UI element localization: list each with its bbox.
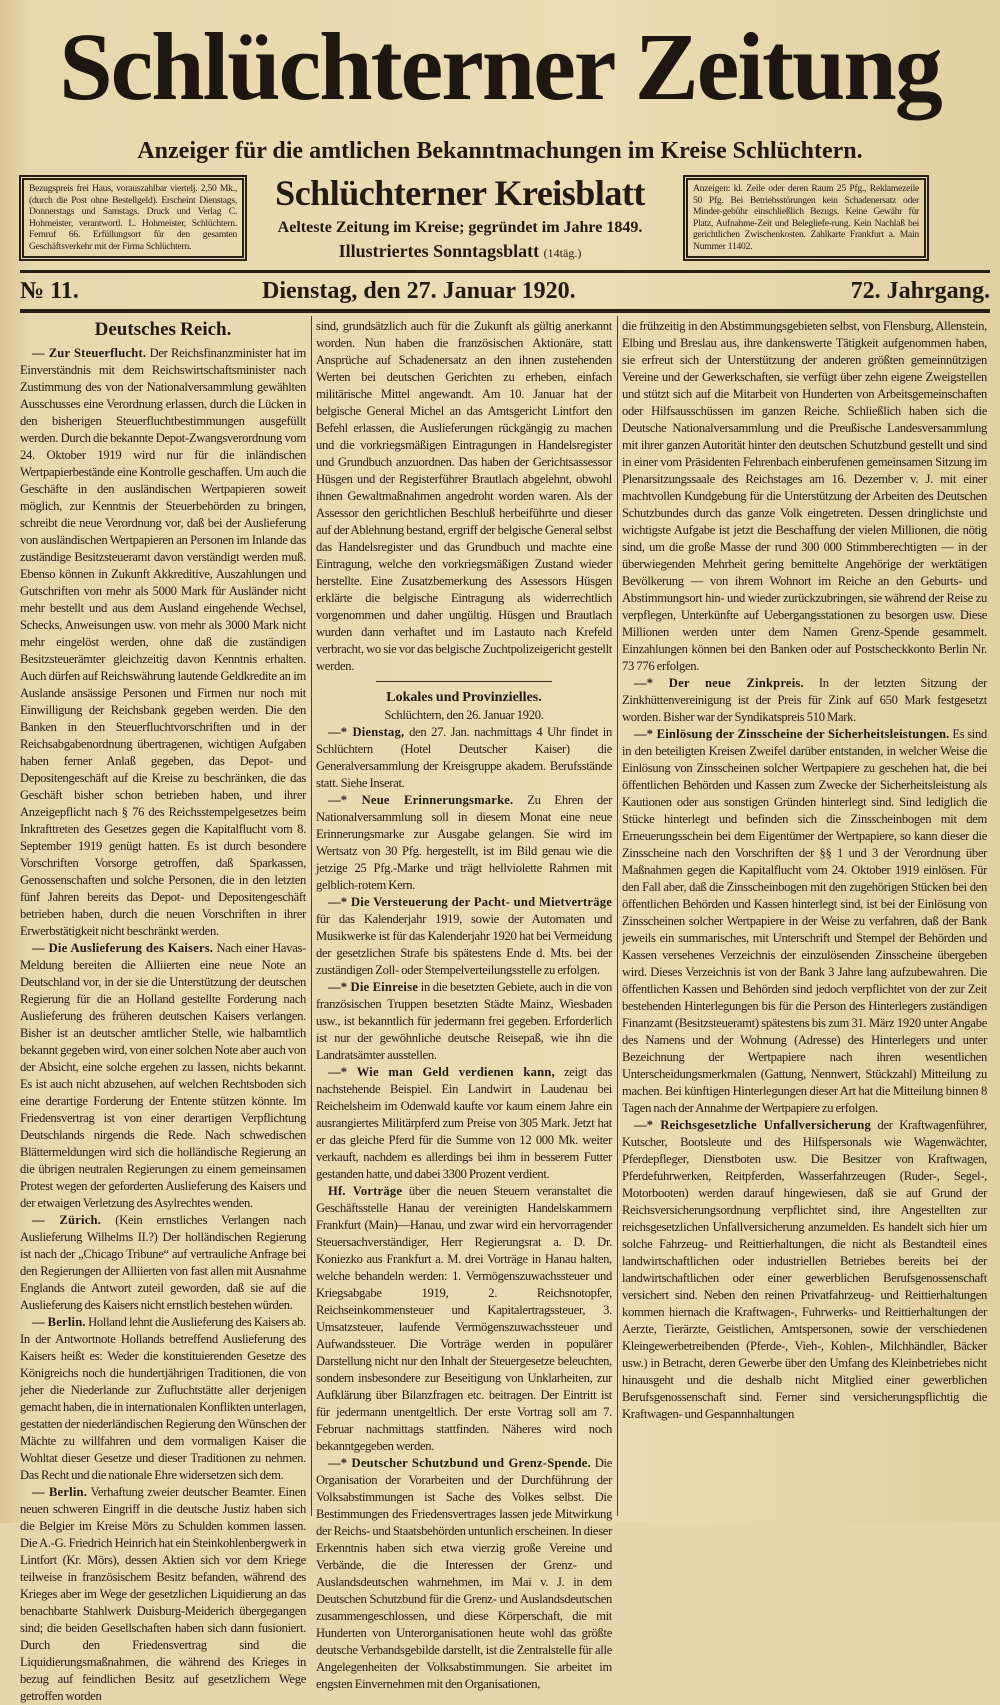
article-paragraph — [622, 318, 987, 675]
article-text: für das Kalenderjahr 1919, sowie der Automaten und Musikwerke ist für das Kalenderjahr 1920 hat bei Vermeidung der gesetzlichen Strafe bis spätestens Ende d. Mts. bei der zuständigen Zoll- oder Stempelverteilungsstelle zu erfolgen. — [316, 912, 612, 977]
subscription-info-box: Bezugspreis frei Haus, vorauszahlbar viertelj. 2,50 Mk., (durch die Post ohne Bestellgeld). Erscheint Dienstags, Donnerstags und Samstags. Druck und Verlag C. Hohmeister, verantwortl. L. Hohmeister, Schlüchtern. Fernruf 66. Erfüllungsort für den gesamten Geschäftsverkehr mit der Firma Schlüchtern. — [22, 178, 244, 258]
sunday-supplement-frequency: (14täg.) — [543, 246, 582, 260]
section-dateline: Schlüchtern, den 26. Januar 1920. — [384, 708, 544, 722]
article-text: Nach einer Havas-Meldung bereiten die Alliierten eine neue Note an Deutschland vor, in der sie die Unterstützung der deutschen Regierung für die an Holland gestellte Forderung nach Auslieferung des früheren deutschen Kaisers verlangen. Bisher ist an deutscher amtlicher Stelle, wie halbamtlich bekannt gegeben wird, von einer solchen Note aber auch von der Absicht, eine solche ergehen zu lassen, nichts bekannt. Es ist auch nicht abzusehen, auf welchen Rechtsboden sich eine derartige Forderung der Entente stützen könnte. Im Friedensvertrag ist von einer derartigen Verpflichtung Deutschlands nirgends die Rede. Nach schwedischen Blättermeldungen wird sich die holländische Regierung an die übrigen neutralen Regierungen zu einem gemeinsamen Protest wegen der geforderten Auslieferung des Kaisers und der etwaigen Verletzung des Asylrechtes wenden. — [20, 941, 307, 1210]
article-paragraph — [316, 894, 612, 979]
article-text: Es sind in den beteiligten Kreisen Zweifel darüber entstanden, in welcher Weise die Einlösung von Zinsscheinen solcher Wertpapiere zu geschehen hat, die bei öffentlichen Behörden und Kassen zum Zwecke der Sicherheitsleistung als Kautionen oder aus sonstigen Gründen hinterlegt sind. Sind lediglich die Stücke hinterlegt und befinden sich die Zinsscheinbogen mit dem Erneuerungsschein bei dem Eigentümer der Wertpapiere, so kann dieser die Zinsscheine nach den Vorschriften der §§ 1 und 3 der Verordnung über Maßnahmen gegen die Kapitalflucht vom 24. Oktober 1919 einlösen. Für den Fall aber, daß die Zinsscheinbogen mit den zugehörigen Stücken bei den öffentlichen Behörden und Kassen hinterlegt sind, ist bei der Einlösung von Zinsscheinen solcher Wertpapiere in der Weise zu verfahren, daß der Bank jeweils ein summarisches, mit Unterschrift und Stempel der Behörden und Kassen versehenes Verzeichnis der einzulösenden Zinsscheine übergeben wird. Dieses Verzeichnis ist von der Bank 3 Jahre lang aufzubewahren. Die öffentlichen Kassen und Behörden sind jedoch verpflichtet von der zur Zeit bestehenden Hinterlegungen bis für die Person des Hinterlegers zuständigen Finanzamt (Besitzsteueramt) spätestens bis zum 31. März 1920 unter Angabe des Namens und der Wohnung (Adresse) des Hinterlegers und unter Bezeichnung der Wertpapiere nach ihren wesentlichen Unterscheidungsmerkmalen (Gattung, Nennwert, Stückzahl) Mitteilung zu machen. Bei künftigen Hinterlegungen dieser Art hat die Mitteilung binnen 8 Tagen nach der Annahme der Wertpapiere zu erfolgen. — [622, 727, 987, 1115]
sunday-supplement-note — [240, 240, 680, 264]
article-lead: Hf. Vorträge — [328, 1184, 403, 1198]
article-lead: —* Deutscher Schutzbund und Grenz-Spende. — [328, 1456, 591, 1470]
article-paragraph — [316, 724, 612, 792]
article-lead: —* Die Einreise — [328, 980, 419, 994]
advertising-info-box: Anzeigen: kl. Zeile oder deren Raum 25 Pfg., Reklamezeile 50 Pfg. Bei Betriebsstörungen kein Schadenersatz oder Minder-gebühr einschließlich Bezugs. Keine Gewähr für Platz, Aufnahme-Zeit und Belegliefe-rung. Kein Nachlaß bei gerichtlichen Zwischenkosten. Zahlkarte Frankfurt a. Main Nummer 11402. — [686, 178, 926, 258]
article-paragraph — [20, 940, 306, 1212]
article-text: Die Organisation der Vorarbeiten und der Durchführung der Volksabstimmungen ist Sache des Volkes selbst. Die Bestimmungen des Friedensvertrages lassen jede Mitwirkung der Reichs- und Staatsbehörden untunlich erscheinen. In dieser Erkenntnis haben sich etwa vierzig große Vereine und Verbände, die die Interessen der Grenz- und Auslandsdeutschen wahrnehmen, im Mai v. J. in dem Deutschen Schutzbund für die Grenz- und Auslandsdeutschen zusammengeschlossen, und diese Körperschaft, die mit Hunderten von Unterorganisationen heute wohl das größte deutsche Verbandsgebilde darstellt, ist die Zentralstelle für alle Angelegenheiten der Volksabstimmungen. Sie arbeitet im engsten Einvernehmen mit den Organisationen, — [316, 1456, 612, 1691]
article-lead: —* Neue Erinnerungsmarke. — [328, 793, 514, 807]
column-2 — [316, 318, 612, 1693]
article-text: in die besetzten Gebiete, auch in die von französischen Truppen besetzten Städte Mainz, Wiesbaden usw., ist bekanntlich für jedermann frei gegeben. Erforderlich ist nur der gewöhnliche deutsche Reisepaß, wie ihn die Landratsämter ausstellen. — [316, 980, 612, 1062]
article-paragraph — [20, 1314, 306, 1484]
article-text: Holland lehnt die Auslieferung des Kaisers ab. In der Antwortnote Hollands betreffend Auslieferung des Kaisers heißt es: Weder die konstituierenden Gesetze des Königreichs noch die hundertjährigen Traditionen, die von jeher die Niederlande zur Zufluchtstätte aller derjenigen gemacht haben, die in internationalen Konflikten unterlagen, gestatten der niederländischen Regierung den Wünschen der Mächte zu willfahren und dem vormaligen Kaiser die Wohltat dieser Gesetze und dieser Traditionen zu nehmen. Das Recht und die nationale Ehre widersetzen sich dem. — [20, 1315, 307, 1482]
article-text: über die neuen Steuern veranstaltet die Geschäftsstelle Hanau der vereinigten Handelskammern Frankfurt (Main)—Hanau, und zwar wird ein hervorragender Steuersachverständiger, Herr Regierungsrat a. D. Dr. Koniezko aus Frankfurt a. M. drei Vorträge in Hanau halten, welche behandeln werden: 1. Vermögenszuwachssteuer und Kriegsabgabe 1919, 2. Reichsnotopfer, Reichseinkommensteuer und Kapitalertragssteuer, 3. Umsatzsteuer, laufende Vermögenszuwachssteuer und Aufwandssteuer. Die Vorträge werden in populärer Darstellung nicht nur den Inhalt der Steuergesetze beleuchten, sondern insbesondere zur Beseitigung von Unklarheiten, zur Aufklärung über Bilanzfragen etc. beitragen. Der Eintritt ist für jedermann unentgeltlich. Der erste Vortrag soll am 7. Februar nachmittags stattfinden. Näheres wird noch bekanntgegeben werden. — [316, 1184, 612, 1453]
issue-date: Dienstag, den 27. Januar 1920. — [262, 278, 576, 304]
article-paragraph — [622, 726, 987, 1117]
column-divider — [311, 316, 312, 1516]
article-lead: —* Einlösung der Zinsscheine der Sicherheitsleistungen. — [634, 727, 950, 741]
founding-note: Aelteste Zeitung im Kreise; gegründet im Jahre 1849. — [277, 219, 643, 236]
article-paragraph — [316, 1183, 612, 1455]
article-paragraph — [20, 345, 306, 940]
article-lead: — Berlin. — [32, 1485, 88, 1499]
article-paragraph — [316, 792, 612, 894]
newspaper-masthead-title: Schlüchterner Zeitung — [59, 13, 941, 120]
article-paragraph — [20, 1484, 306, 1705]
kreisblatt-title: Schlüchterner Kreisblatt — [275, 173, 645, 213]
masthead-divider — [20, 270, 990, 273]
article-paragraph — [316, 1064, 612, 1183]
article-paragraph — [20, 1212, 306, 1314]
sunday-supplement-title: Illustriertes Sonntagsblatt — [338, 241, 540, 261]
article-lead: —* Wie man Geld verdienen kann, — [328, 1065, 555, 1079]
article-paragraph — [316, 318, 612, 675]
article-lead: — Berlin. — [32, 1315, 86, 1329]
article-text: Der Reichsfinanzminister hat im Einverständnis mit dem Reichswirtschaftsminister nach Zustimmung des von der Nationalversammlung gewählten Ausschusses eine Verordnung erlassen, durch die Lücken in den bisherigen Steuerfluchtbestimmungen ausgefüllt werden. Durch die bekannte Depot-Zwangsverordnung vom 24. Oktober 1919 wird nur für die inländischen Wertpapierbestände eine Kontrolle geschaffen. Um auch die Geschäfte in den ausländischen Wertpapieren soweit möglich, zur Kenntnis der Steuerbehörden zu bringen, schreibt die neue Verordnung vor, daß bei der Auslieferung von ausländischen Wertpapieren an Personen im Inlande das zuständige Besitzsteueramt davon verständigt werden muß. Ebenso können in Zukunft Akkreditive, Auszahlungen und Gutschriften von mehr als 5000 Mark für Ausländer nicht mehr bestellt und aus dem Ausland eingehende Wechsel, Schecks, Anweisungen usw. von mehr als 3000 Mark nicht mehr eingelöst werden, ohne daß die zuständigen Besitzsteuerämter gleichzeitig davon Kenntnis erhalten. Auch dürfen auf Reichswährung lautende Geldkredite an im Auslande ansässige Personen und Firmen nur noch mit Einwilligung der Reichsbank gegeben werden. Die den Banken in den Steuerfluchtvorschriften und in der Reichsabgabenordnung übertragenen, wichtigen Aufgaben haben ferner Anlaß gegeben, das Depot- und Depositengeschäft auf die Kreise zu beschränken, die das Geschäft bisher schon betrieben haben, und ihrer Anzeigepflicht nach § 76 des Reichsstempelgesetzes beim Inkrafttreten des Gesetzes gegen die Kapitalflucht vom 8. September 1919 genügt hatten. Es ist durch besondere Vorschriften Vorsorge getroffen, daß Sparkassen, Genossenschaften und solche Personen, die in den letzten fünf Jahren bereits das Depot- und Depositengeschäft betrieben haben, durch die neuen Vorschriften in ihrer Erwerbstätigkeit nicht beschränkt werden. — [20, 346, 306, 938]
column-1 — [20, 318, 306, 1705]
article-text: Zu Ehren der Nationalversammlung soll in diesem Monat eine neue Erinnerungsmarke zur Ausgabe gelangen. Sie wird im Wertsatz von 30 Pfg. hergestellt, ist im Bild genau wie die jetzige 25 Pfg.-Marke und trägt hellviolette Rahmen mit gelblich-rotem Kern. — [316, 793, 612, 892]
article-lead: —* Dienstag, — [328, 725, 405, 739]
article-text: die frühzeitig in den Abstimmungsgebieten selbst, von Flensburg, Allenstein, Elbing und Breslau aus, ihre dankenswerte Tätigkeit aufgenommen haben, sie erfreut sich der Unterstützung der anderen größten gemeinnützigen Vereine und der Gewerkschaften, sie verfügt über zehn eigene Zweigstellen und stützt sich auf die Mitarbeit von Hunderten von Arbeitsgemeinschaften oder Hilfsausschüssen im ganzen Reiche. Schließlich haben sich die Deutsche Nationalversammlung und die Preußische Landesversammlung mit ihrer ganzen Autorität hinter den deutschen Schutzbund gestellt und sind in einer vom Präsidenten Fehrenbach einberufenen gemeinsamen Sitzung im Plenarsitzungssaale des Reichstages am 16. Dezember v. J. mit einer machtvollen Kundgebung für die Unterstützung der Arbeiten des Deutschen Schutzbundes durch das ganze Volk eingetreten. Dessen dringlichste und wichtigste Aufgabe ist jetzt die Beschaffung der vielen Millionen, die nötig sind, um die große Masse der rund 300 000 Stimmberechtigten — in der überwiegenden Mehrheit gering bemittelte Angehörige der werktätigen Bevölkerung — von ihrem Wohnort im Reiche an den Geburts- und Abstimmungsort hin- und wieder zurückzubringen, sie während der Reise zu verpflegen, Unterkünfte auf Uebergangsstationen zu besorgen usw. Diese Millionen werden unter dem Namen Grenz-Spende gesammelt. Einzahlungen können bei den Banken oder auf Postscheckkonto Berlin Nr. 73 776 erfolgen. — [622, 319, 987, 673]
masthead-subtitle: Anzeiger für die amtlichen Bekanntmachungen im Kreise Schlüchtern. — [137, 138, 863, 164]
column-3 — [622, 318, 987, 1423]
issue-volume: 72. Jahrgang. — [850, 278, 990, 304]
article-paragraph — [316, 1455, 612, 1693]
article-lead: — Die Auslieferung des Kaisers. — [32, 941, 214, 955]
article-lead: —* Die Versteuerung der Pacht- und Mietverträge — [328, 895, 612, 909]
issue-number: № 11. — [20, 278, 79, 304]
article-paragraph — [622, 1117, 987, 1423]
article-text: In der letzten Sitzung der Zinkhüttenvereinigung ist der Preis für Zink auf 650 Mark festgesetzt worden. Bisher war der Syndikatspreis 510 Mark. — [622, 676, 987, 724]
column-divider — [617, 316, 618, 1516]
article-text: Verhaftung zweier deutscher Beamter. Einen neuen schweren Eingriff in die deutsche Justiz haben sich die Belgier im Kreise Mörs zu Schulden kommen lassen. Die A.-G. Friedrich Heinrich hat ein Steinkohlenbergwerk in Lintfort (Kr. Mörs), dessen Aktien sich vor dem Kriege teilweise in französischem Besitz befanden, während des Krieges aber im Wege der gesetzlichen Liquidierung an das benachbarte Stahlwerk Duisburg-Meiderich übergegangen sind; die beiden Gesellschaften haben sich dann fusioniert. Durch den Friedensvertrag sind die Liquidierungsmaßnahmen, die während des Krieges in bezug auf feindlichen Besitz auf gesetzlichem Wege getroffen worden — [20, 1485, 306, 1703]
article-text: der Kraftwagenführer, Kutscher, Bootsleute und des Hilfspersonals wie Wagenwächter, Pferdepfleger, Dienstboten usw. Die Besitzer von Kraftwagen, Pferdefuhrwerken, Reitpferden, Wasserfahrzeugen (Ruder-, Segel-, Motorbooten) werden darauf hingewiesen, daß sie auf Grund der Reichsversicherungsordnung verpflichtet sind, ihre Angestellten zur reichsgesetzlichen Unfallversicherung anzumelden. Es handelt sich hier um solche Fahrzeug- und Reittierhaltungen, die nicht als Bestandteil eines landwirtschaftlichen oder industriellen Betriebes bereits bei der landwirtschaftlichen oder einer gewerblichen Berufsgenossenschaft versichert sind. Neben den reinen Privatfahrzeug- und Reittierhaltungen kommen hiernach die Kraftwagen-, Fuhrwerks- und Reittierhaltungen der Aerzte, Tierärzte, Geistlichen, Amtspersonen, sowie der verschiedenen Kleingewerbetreibenden (Pferde-, Vieh-, Kohlen-, Milchhändler, Bäcker usw.) in Betracht, deren Gewerbe über den Umfang des Kleinbetriebes nicht hinausgeht und die deshalb nicht Mitglied einer gewerblichen Berufsgenossenschaft sind. Ferner sind versicherungspflichtig die Kraftwagen- und Gespannhaltungen — [622, 1118, 987, 1421]
article-text: den 27. Jan. nachmittags 4 Uhr findet in Schlüchtern (Hotel Deutscher Kaiser) die Generalversammlung der Kreisgruppe akadem. Berufsstände statt. Siehe Inserat. — [316, 725, 612, 790]
article-lead: —* Reichsgesetzliche Unfallversicherung — [634, 1118, 871, 1132]
article-text: (Kein ernstliches Verlangen nach Auslieferung Wilhelms II.?) Der holländischen Regierung ist nach der „Chicago Tribune“ auf vertrauliche Anfrage bei den Regierungen der Alliierten von fast allen mit Ausnahme Englands die Antwort zuteil geworden, daß sie auf die Auslieferung des Kaisers nicht ernstlich bestehen würden. — [20, 1213, 306, 1312]
section-heading: Lokales und Provinzielles. — [386, 690, 542, 705]
issue-line-divider — [20, 309, 990, 313]
article-paragraph — [316, 979, 612, 1064]
section-divider — [376, 681, 552, 682]
issue-line — [20, 276, 990, 308]
article-paragraph — [622, 675, 987, 726]
article-lead: — Zur Steuerflucht. — [32, 346, 147, 360]
article-lead: — Zürich. — [32, 1213, 102, 1227]
article-text: sind, grundsätzlich auch für die Zukunft als gültig anerkannt worden. Nun haben die französischen Aktionäre, statt Ansprüche auf Schadenersatz an den ihnen zustehenden Werten bei deutschen Gerichten zu erheben, einfach militärische Mittel angewandt. Am 10. Januar hat der belgische General Michel an das Amtsgericht Lintfort den Befehl erlassen, die Auslieferungen rückgängig zu machen und die vorkriegsmäßigen Eintragungen in Handelsregister und Grundbuch anzuordnen. Das haben der Gerichtsassessor Hüsgen und der Registerführer Brautlach abgelehnt, obwohl ihnen Gewaltmaßnahmen angedroht worden waren. Als der Assessor den gerichtlichen Beschluß herbeiführte und dieser auf der Ablehnung bestand, ergriff der belgische General selbst das Handelsregister und das Grundbuch und machte eine Eintragung, welche den vorkriegsmäßigen Zustand wieder herstellte. Eine Zusatzbemerkung des Assessors Hüsgen erklärte die belgische Eintragung als widerrechtlich vorgenommen und daher ungültig. Hüsgen und Brautlach wurden dann verhaftet und im Lastauto nach Krefeld verbracht, wo sie vor das belgische Zuchtpolizeigericht gestellt werden. — [316, 319, 612, 673]
section-heading: Deutsches Reich. — [94, 319, 232, 340]
article-lead: —* Der neue Zinkpreis. — [634, 676, 804, 690]
article-text: zeigt das nachstehende Beispiel. Ein Landwirt in Laudenau bei Reichelsheim im Odenwald kaufte vor kaum einem Jahre ein ausrangiertes Militärpferd zum Preise von 305 Mark. Jetzt hat er das gleiche Pferd für die Summe von 12 000 Mk. weiter verkauft, nachdem es allerdings bei ihm in besserem Futter gestanden hatte, und dabei 3300 Prozent verdient. — [316, 1065, 612, 1181]
